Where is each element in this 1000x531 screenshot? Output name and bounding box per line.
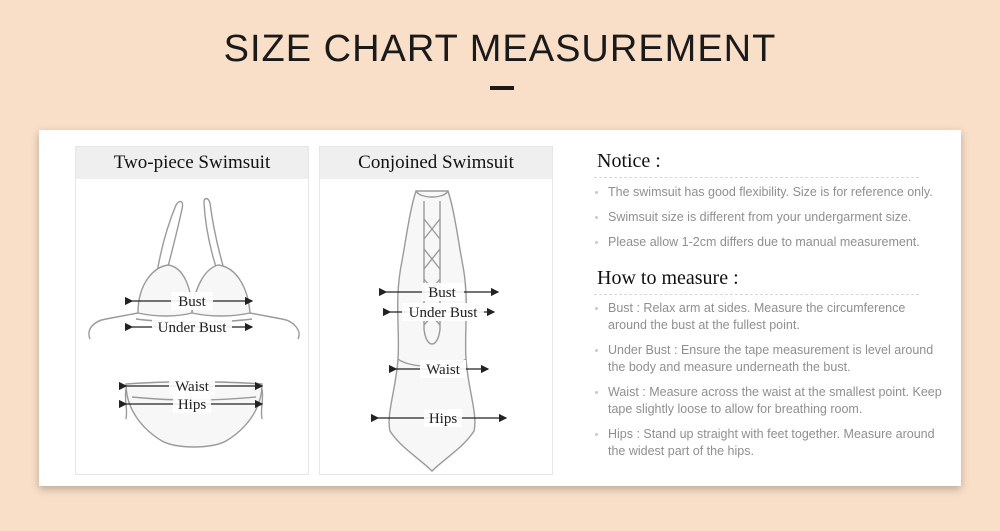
measure-item-bust: Bust : Relax arm at sides. Measure the circumference around the bust at the fullest point.: [594, 300, 944, 334]
how-to-measure-list: [594, 300, 944, 460]
conjoined-panel: [319, 146, 553, 475]
notice-item: Swimsuit size is different from your undergarment size.: [594, 209, 944, 226]
hips-label: Hips: [177, 397, 207, 413]
how-to-measure-title: How to measure :: [594, 263, 919, 295]
measure-item-under-bust: Under Bust : Ensure the tape measurement is level around the body and measure underneath the bust.: [594, 342, 944, 376]
measure-item-waist: Waist : Measure across the waist at the smallest point. Keep tape slightly loose to allow for breathing room.: [594, 384, 944, 418]
waist-label: Waist: [175, 379, 209, 395]
conjoined-waist-label: Waist: [426, 362, 460, 378]
title-underline: [490, 86, 514, 90]
conjoined-bust-label: Bust: [428, 285, 456, 301]
notice-list: [594, 184, 944, 251]
measure-item-hips: Hips : Stand up straight with feet together. Measure around the widest part of the hips.: [594, 426, 944, 460]
conjoined-title: Conjoined Swimsuit: [320, 147, 552, 179]
conjoined-under-bust-label: Under Bust: [408, 305, 478, 321]
two-piece-title: Two-piece Swimsuit: [76, 147, 308, 179]
info-column: [594, 146, 944, 468]
size-chart-card: [39, 130, 961, 486]
under-bust-label: Under Bust: [157, 320, 227, 336]
notice-item: The swimsuit has good flexibility. Size is for reference only.: [594, 184, 944, 201]
conjoined-hips-label: Hips: [428, 411, 458, 427]
notice-item: Please allow 1-2cm differs due to manual measurement.: [594, 234, 944, 251]
two-piece-panel: [75, 146, 309, 475]
conjoined-swimsuit-illustration: [320, 179, 552, 474]
two-piece-swimsuit-illustration: [76, 179, 308, 474]
notice-title: Notice :: [594, 146, 919, 178]
page-title: SIZE CHART MEASUREMENT: [223, 28, 777, 70]
bust-label: Bust: [178, 294, 206, 310]
